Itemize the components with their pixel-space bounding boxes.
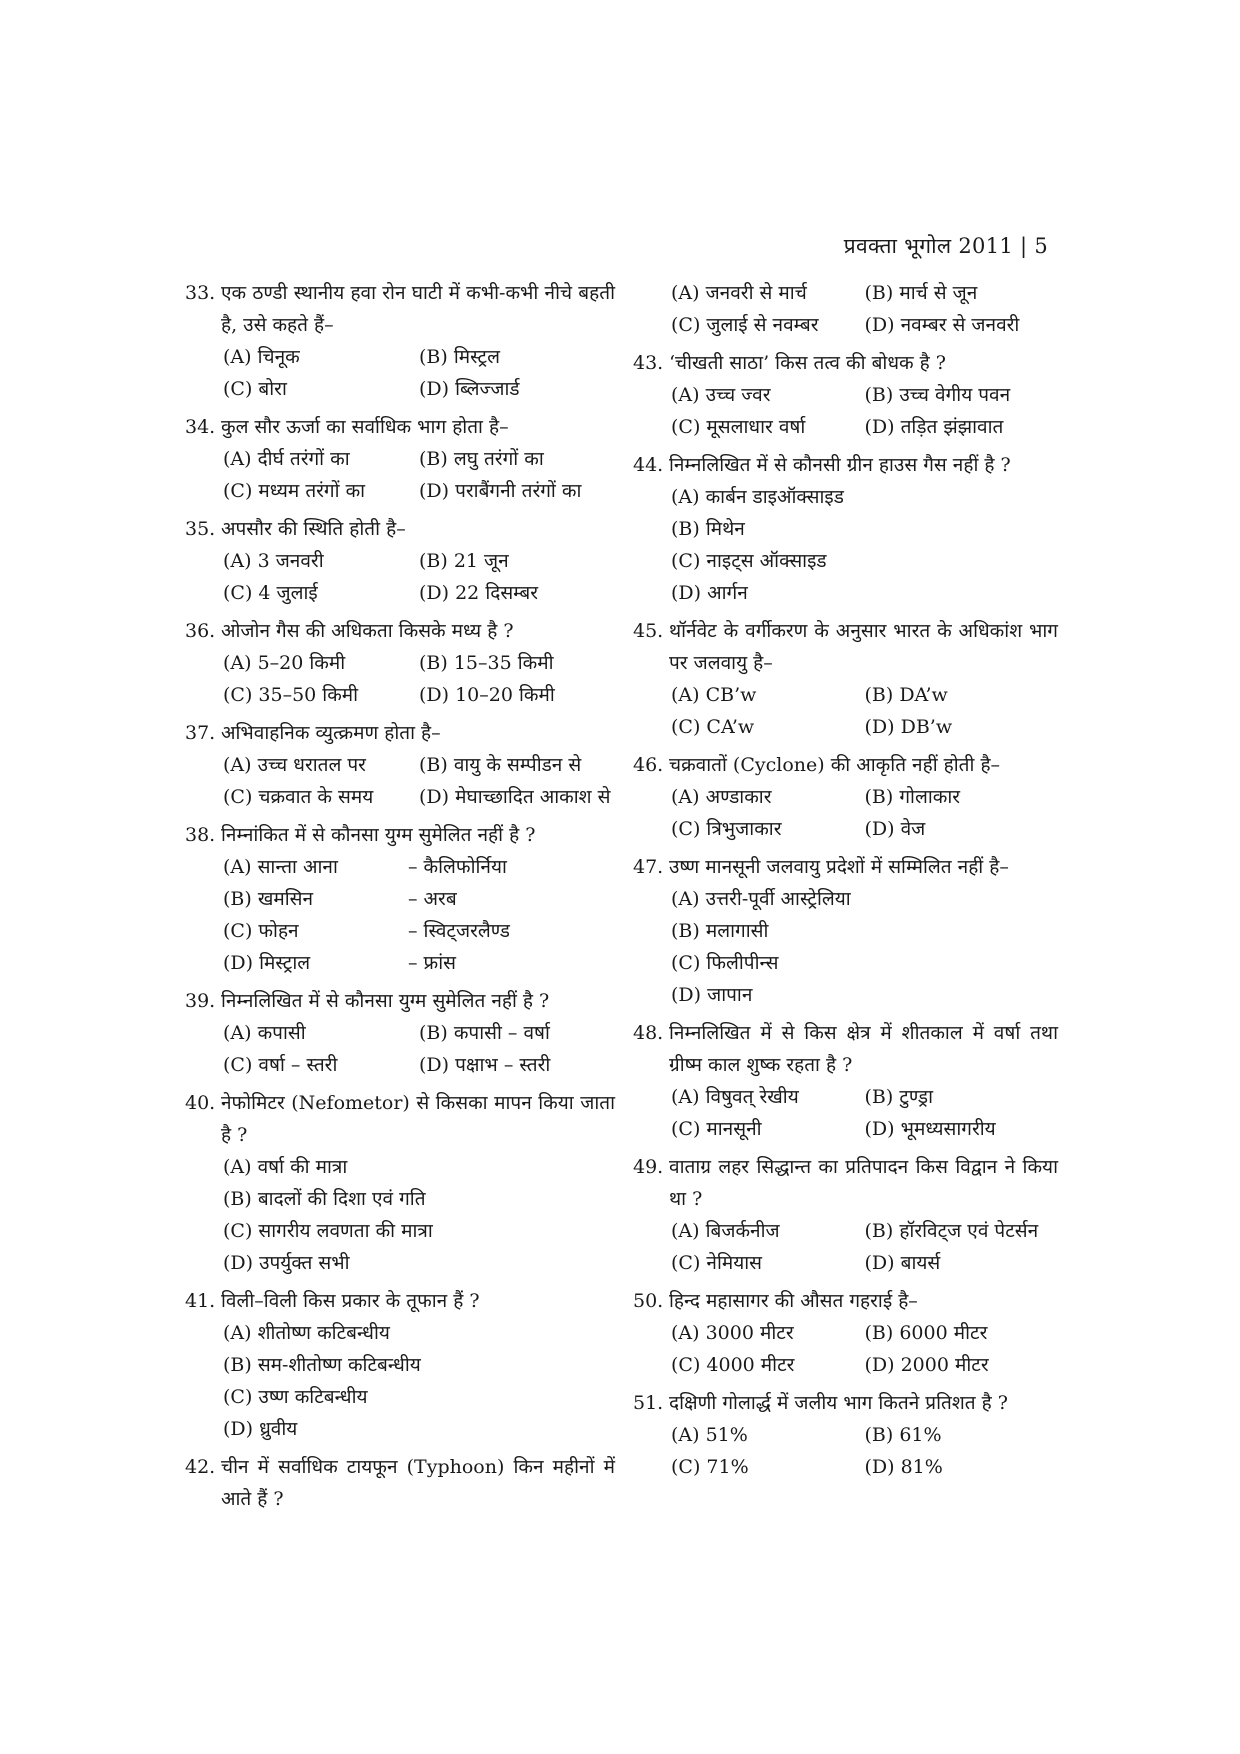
question-48	[633, 1017, 1058, 1145]
option-row	[671, 1081, 1058, 1113]
option: (B) खमसिन	[223, 888, 314, 910]
question-line	[185, 1087, 615, 1151]
page-header: प्रवक्ता भूगोल 2011 | 5	[843, 234, 1048, 258]
option-row	[223, 647, 615, 679]
option: (A) 3000 मीटर	[671, 1322, 794, 1344]
question-51	[633, 1387, 1058, 1483]
question-text: निम्नलिखित में से कौनसी ग्रीन हाउस गैस नहीं है ?	[669, 454, 1011, 476]
option: (B) 15–35 किमी	[419, 652, 554, 674]
question-text: कुल सौर ऊर्जा का सर्वाधिक भाग होता है–	[221, 416, 509, 438]
question-number: 36.	[185, 620, 216, 642]
option-row	[223, 475, 615, 507]
question-text: निम्नलिखित में से किस क्षेत्र में शीतकाल में वर्षा तथा ग्रीष्म काल शुष्क रहता है ?	[669, 1022, 1058, 1076]
option: (D) उपर्युक्त सभी	[223, 1252, 350, 1274]
option: (A) उच्च ज्वर	[671, 384, 771, 406]
question-44	[633, 449, 1058, 609]
option: (B) 6000 मीटर	[864, 1322, 988, 1344]
option: (B) कपासी – वर्षा	[419, 1022, 550, 1044]
option: (D) DB’w	[864, 716, 953, 738]
option: (B) उच्च वेगीय पवन	[864, 384, 1011, 406]
question-text: उष्ण मानसूनी जलवायु प्रदेशों में सम्मिलित नहीं है–	[669, 856, 1009, 878]
option-row	[671, 1215, 1058, 1247]
question-line	[633, 1285, 1058, 1317]
option-list	[633, 1081, 1058, 1145]
question-number: 33.	[185, 282, 216, 304]
option-list	[185, 749, 615, 813]
question-number: 40.	[185, 1092, 216, 1114]
option: (D) 10–20 किमी	[419, 684, 555, 706]
option: (B) वायु के सम्पीडन से	[419, 754, 582, 776]
question-text: चक्रवातों (Cyclone) की आकृति नहीं होती है–	[669, 754, 1001, 776]
option: (D) ध्रुवीय	[223, 1418, 298, 1440]
option: (B) सम-शीतोष्ण कटिबन्धीय	[223, 1354, 421, 1376]
option-match: – फ्रांस	[408, 952, 456, 974]
option-list	[185, 1017, 615, 1081]
question-number: 42.	[185, 1456, 216, 1478]
option-row	[671, 1113, 1058, 1145]
question-text: ओजोन गैस की अधिकता किसके मध्य है ?	[221, 620, 514, 642]
option-row	[223, 1413, 615, 1445]
option-row	[671, 577, 1058, 609]
option: (C) चक्रवात के समय	[223, 786, 374, 808]
option-row	[671, 481, 1058, 513]
question-46	[633, 749, 1058, 845]
question-38	[185, 819, 615, 979]
question-49	[633, 1151, 1058, 1279]
option: (C) 4000 मीटर	[671, 1354, 795, 1376]
question-line	[633, 449, 1058, 481]
option-row	[223, 1349, 615, 1381]
option: (D) मिस्ट्राल	[223, 952, 311, 974]
question-41	[185, 1285, 615, 1445]
question-line	[185, 513, 615, 545]
option-row	[671, 979, 1058, 1011]
question-text: नेफोमिटर (Nefometor) से किसका मापन किया जाता है ?	[221, 1092, 615, 1146]
option-row	[223, 1017, 615, 1049]
option-row	[223, 1381, 615, 1413]
question-number: 48.	[633, 1022, 664, 1044]
option: (A) वर्षा की मात्रा	[223, 1156, 348, 1178]
question-line	[185, 615, 615, 647]
option-row	[671, 883, 1058, 915]
option-row	[223, 443, 615, 475]
option-list	[633, 1419, 1058, 1483]
question-number: 39.	[185, 990, 216, 1012]
option-row	[223, 947, 615, 979]
option: (A) दीर्घ तरंगों का	[223, 448, 350, 470]
question-text: वाताग्र लहर सिद्धान्त का प्रतिपादन किस विद्वान ने किया था ?	[669, 1156, 1058, 1210]
option: (B) 61%	[864, 1424, 942, 1446]
question-number: 49.	[633, 1156, 664, 1178]
question-line	[185, 411, 615, 443]
question-text: हिन्द महासागर की औसत गहराई है–	[669, 1290, 918, 1312]
option: (C) बोरा	[223, 378, 287, 400]
option: (B) DA’w	[864, 684, 948, 706]
question-number: 47.	[633, 856, 664, 878]
option: (C) 35–50 किमी	[223, 684, 359, 706]
question-text: निम्नांकित में से कौनसा युग्म सुमेलित नहीं है ?	[221, 824, 536, 846]
option-row	[671, 781, 1058, 813]
option: (D) आर्गन	[671, 582, 748, 604]
option: (B) गोलाकार	[864, 786, 961, 808]
option-row	[223, 1183, 615, 1215]
option: (C) फोहन	[223, 920, 299, 942]
option: (D) वेज	[864, 818, 926, 840]
question-number: 38.	[185, 824, 216, 846]
right-column	[633, 277, 1058, 1489]
option: (B) मिथेन	[671, 518, 745, 540]
option: (B) मिस्ट्रल	[419, 346, 500, 368]
option-row	[671, 1451, 1058, 1483]
option: (C) फिलीपीन्स	[671, 952, 779, 974]
option: (C) त्रिभुजाकार	[671, 818, 782, 840]
question-text: चीन में सर्वाधिक टायफून (Typhoon) किन महीनों में आते हैं ?	[221, 1456, 615, 1510]
option-match: – कैलिफोर्निया	[408, 856, 507, 878]
question-50	[633, 1285, 1058, 1381]
option-list	[185, 851, 615, 979]
option-list	[185, 341, 615, 405]
question-text: विली–विली किस प्रकार के तूफान हैं ?	[221, 1290, 480, 1312]
option-list	[633, 481, 1058, 609]
question-number: 50.	[633, 1290, 664, 1312]
option: (A) उच्च धरातल पर	[223, 754, 366, 776]
question-line	[185, 717, 615, 749]
option-row	[223, 373, 615, 405]
question-number: 44.	[633, 454, 664, 476]
option: (D) ब्लिज्जार्ड	[419, 378, 520, 400]
question-35	[185, 513, 615, 609]
option: (A) सान्ता आना	[223, 856, 338, 878]
option: (C) 4 जुलाई	[223, 582, 318, 604]
option: (D) पक्षाभ – स्तरी	[419, 1054, 551, 1076]
option-row	[671, 813, 1058, 845]
option: (A) कपासी	[223, 1022, 306, 1044]
question-text: निम्नलिखित में से कौनसा युग्म सुमेलित नहीं है ?	[221, 990, 550, 1012]
question-line	[633, 615, 1058, 679]
option: (D) भूमध्यसागरीय	[864, 1118, 996, 1140]
option-list	[633, 679, 1058, 743]
option-row	[671, 947, 1058, 979]
option-match: – अरब	[408, 888, 457, 910]
option-row	[671, 679, 1058, 711]
option-list	[185, 443, 615, 507]
question-36	[185, 615, 615, 711]
option: (C) सागरीय लवणता की मात्रा	[223, 1220, 433, 1242]
option-row	[671, 915, 1058, 947]
option: (D) बायर्स	[864, 1252, 941, 1274]
question-39	[185, 985, 615, 1081]
question-continuation	[633, 277, 1058, 341]
question-text: एक ठण्डी स्थानीय हवा रोन घाटी में कभी-कभी नीचे बहती है, उसे कहते हैं–	[221, 282, 615, 336]
option-list	[633, 883, 1058, 1011]
question-line	[633, 1387, 1058, 1419]
question-text: अभिवाहनिक व्युत्क्रमण होता है–	[221, 722, 441, 744]
option: (B) लघु तरंगों का	[419, 448, 544, 470]
option-row	[223, 1215, 615, 1247]
option: (C) मूसलाधार वर्षा	[671, 416, 806, 438]
question-text: थॉर्नवेट के वर्गीकरण के अनुसार भारत के अधिकांश भाग पर जलवायु है–	[669, 620, 1058, 674]
option-list	[633, 277, 1058, 341]
option: (D) 22 दिसम्बर	[419, 582, 538, 604]
option-row	[223, 851, 615, 883]
option: (B) मार्च से जून	[864, 282, 978, 304]
option: (D) नवम्बर से जनवरी	[864, 314, 1020, 336]
option: (D) 2000 मीटर	[864, 1354, 989, 1376]
option: (A) शीतोष्ण कटिबन्धीय	[223, 1322, 390, 1344]
question-number: 34.	[185, 416, 216, 438]
question-47	[633, 851, 1058, 1011]
option: (B) मलागासी	[671, 920, 769, 942]
option-row	[671, 309, 1058, 341]
option-row	[223, 749, 615, 781]
question-42	[185, 1451, 615, 1515]
option: (C) CA’w	[671, 716, 755, 738]
option-list	[633, 781, 1058, 845]
option: (B) बादलों की दिशा एवं गति	[223, 1188, 426, 1210]
option: (B) हॉरविट्ज एवं पेटर्सन	[864, 1220, 1039, 1242]
option-list	[185, 545, 615, 609]
option-list	[633, 1317, 1058, 1381]
option: (D) 81%	[864, 1456, 943, 1478]
question-line	[185, 1451, 615, 1515]
option-row	[223, 679, 615, 711]
question-34	[185, 411, 615, 507]
option: (A) विषुवत् रेखीय	[671, 1086, 799, 1108]
question-number: 51.	[633, 1392, 664, 1414]
question-line	[633, 749, 1058, 781]
option: (A) जनवरी से मार्च	[671, 282, 807, 304]
left-column	[185, 277, 615, 1521]
option: (A) अण्डाकार	[671, 786, 772, 808]
option: (D) तड़ित झंझावात	[864, 416, 1004, 438]
question-number: 46.	[633, 754, 664, 776]
option: (A) चिनूक	[223, 346, 300, 368]
question-number: 35.	[185, 518, 216, 540]
question-line	[185, 985, 615, 1017]
option-row	[223, 883, 615, 915]
option-row	[671, 379, 1058, 411]
question-37	[185, 717, 615, 813]
option: (C) वर्षा – स्तरी	[223, 1054, 338, 1076]
option: (A) CB’w	[671, 684, 757, 706]
option-list	[633, 379, 1058, 443]
question-line	[185, 277, 615, 341]
option-row	[223, 545, 615, 577]
option-list	[185, 1151, 615, 1279]
option-row	[671, 711, 1058, 743]
option-row	[223, 577, 615, 609]
question-line	[185, 1285, 615, 1317]
option-row	[671, 277, 1058, 309]
question-line	[633, 347, 1058, 379]
option-row	[671, 1349, 1058, 1381]
option: (C) मध्यम तरंगों का	[223, 480, 366, 502]
option: (A) कार्बन डाइऑक्साइड	[671, 486, 844, 508]
question-text: ‘चीखती साठा’ किस तत्व की बोधक है ?	[669, 352, 946, 374]
question-number: 37.	[185, 722, 216, 744]
option: (C) उष्ण कटिबन्धीय	[223, 1386, 368, 1408]
option: (A) उत्तरी-पूर्वी आस्ट्रेलिया	[671, 888, 851, 910]
option: (B) टुण्ड्रा	[864, 1086, 934, 1108]
option-row	[223, 915, 615, 947]
question-45	[633, 615, 1058, 743]
option-row	[671, 1419, 1058, 1451]
question-40	[185, 1087, 615, 1279]
question-line	[633, 851, 1058, 883]
option-row	[671, 411, 1058, 443]
question-text: अपसौर की स्थिति होती है–	[221, 518, 406, 540]
option-row	[671, 1317, 1058, 1349]
question-line	[633, 1017, 1058, 1081]
option-row	[223, 1247, 615, 1279]
option-row	[223, 1151, 615, 1183]
option: (C) जुलाई से नवम्बर	[671, 314, 819, 336]
option: (C) 71%	[671, 1456, 749, 1478]
option: (D) जापान	[671, 984, 753, 1006]
option-row	[223, 1317, 615, 1349]
option: (A) 5–20 किमी	[223, 652, 346, 674]
option: (C) मानसूनी	[671, 1118, 762, 1140]
option-list	[185, 1317, 615, 1445]
option: (D) पराबैंगनी तरंगों का	[419, 480, 582, 502]
option-row	[223, 781, 615, 813]
question-number: 41.	[185, 1290, 216, 1312]
option: (D) मेघाच्छादित आकाश से	[419, 786, 611, 808]
option-row	[671, 513, 1058, 545]
option: (C) नाइट्स ऑक्साइड	[671, 550, 827, 572]
option-row	[223, 1049, 615, 1081]
option: (A) 3 जनवरी	[223, 550, 324, 572]
question-number: 43.	[633, 352, 664, 374]
option: (B) 21 जून	[419, 550, 509, 572]
option-list	[185, 647, 615, 711]
option: (A) बिजर्कनीज	[671, 1220, 780, 1242]
option-match: – स्विट्जरलैण्ड	[408, 920, 510, 942]
question-number: 45.	[633, 620, 664, 642]
option-row	[671, 545, 1058, 577]
question-text: दक्षिणी गोलार्द्ध में जलीय भाग कितने प्रतिशत है ?	[669, 1392, 1008, 1414]
option-list	[633, 1215, 1058, 1279]
question-line	[633, 1151, 1058, 1215]
option-row	[671, 1247, 1058, 1279]
option: (A) 51%	[671, 1424, 748, 1446]
question-line	[185, 819, 615, 851]
option: (C) नेमियास	[671, 1252, 763, 1274]
question-43	[633, 347, 1058, 443]
option-row	[223, 341, 615, 373]
question-33	[185, 277, 615, 405]
